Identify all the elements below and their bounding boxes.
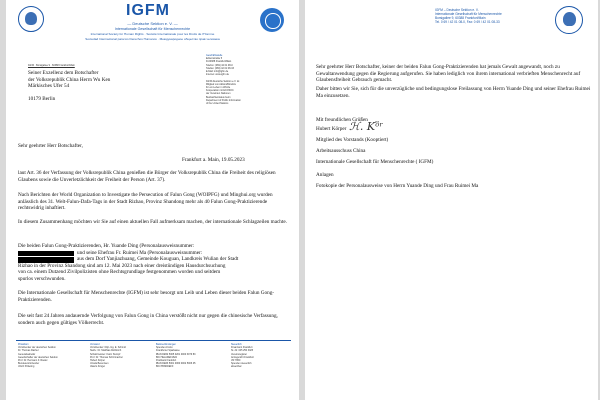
org-name-en: International Society for Human Rights · Société Internationale pour les Droits de l'Homme xyxy=(90,32,215,36)
footer-line: Vereinsregister xyxy=(231,352,247,356)
body-paragraph: Die Internationale Gesellschaft für Menschenrechte (IGFM) ist sehr besorgt um Leib und Leben dieser beiden Falun Gong-Praktizierenden. xyxy=(18,290,275,303)
footer-divider xyxy=(16,340,291,341)
body-paragraph: Sehr geehrter Herr Botschafter, keiner der beiden Falun Gong-Praktizierenden hat jemals Gewalt angewandt, noch zu Gewaltanwendung gegen die Regierung aufgerufen. Sie haben lediglich von ihrem international verbrieften Menschenrecht auf Glaubensfreiheit Gebrauch gemacht. xyxy=(316,64,581,84)
contact-line: Kooperation mit ECOSOC xyxy=(206,89,234,93)
body-paragraph: Daher bitten wir Sie, sich für die unverzügliche und bedingungslose Freilassung von Herrn Yuande Ding und seiner Ehefrau Ruimei Ma einzusetzen. xyxy=(316,86,591,99)
contact-line: D-60388 Frankfurt/Main xyxy=(206,60,232,64)
contact-line: Telefon: (069) 42 01 08-0 xyxy=(206,63,233,67)
recipient-line: 10179 Berlin xyxy=(28,96,56,103)
footer-line: Ursula Berentsen xyxy=(90,362,109,366)
contact-line: of the United Nations xyxy=(206,102,229,106)
footer-column xyxy=(231,343,254,369)
igfm-logo-icon xyxy=(555,6,583,34)
case-line: aus dem Dorf Yanjiazhuang, Gemeinde Kouguan, Landkreis Wulian der Stadt xyxy=(77,256,239,263)
case-line: Rizhao in der Provinz Shandong sind am 12. Mai 2023 nach einer dreistündigen Hausdurchsuchung xyxy=(18,262,226,269)
footer-line: Schatzmeister: Karin Stumpf xyxy=(90,352,121,356)
contact-line: Edisonstraße 5 xyxy=(206,57,223,61)
case-line: von ca. einem Dutzend Zivilpolizisten ohne Rechtsgrundlage festgenommen worden und seitdem xyxy=(18,269,221,276)
footer-line: Vorsitzender der deutschen Sektion xyxy=(18,346,56,350)
redaction-bar xyxy=(18,257,74,263)
footer-line: Postbank Frankfurt xyxy=(156,359,177,363)
footer-line: Generalsekretär xyxy=(18,352,36,356)
footer-column xyxy=(90,343,126,369)
signer-name: Hubert Körper xyxy=(316,126,347,132)
footer-line: Vorsitzender: Dipl.-Ing. E. Schmid xyxy=(90,346,126,350)
igfm-title: IGFM xyxy=(126,2,170,19)
footer-line: Steuerlich xyxy=(231,343,242,346)
salutation: Sehr geehrter Herr Botschafter, xyxy=(18,143,83,149)
footer-line: Gesellschafter der deutschen Sektion xyxy=(18,355,58,359)
footer-line: Vorstand xyxy=(90,343,100,346)
footer-line: BIC PBNKDEFF xyxy=(156,365,174,369)
footer-line: Valerio Krüger xyxy=(90,365,106,369)
letterhead-line: IGFM – Deutsche Sektion e. V. xyxy=(435,8,479,12)
contact-line: Geschäftsstelle xyxy=(206,54,223,57)
footer-line: IBAN DE63 5001 0060 0002 5006 05 xyxy=(156,362,196,366)
org-name-es: Sociedad Internacional para los Derechos Humanos · Международное общество прав человека xyxy=(85,37,220,41)
attachment-label: Anlagen xyxy=(316,172,334,178)
signer-title: Mitglied des Vorstands (Kooptiert) xyxy=(316,137,389,143)
letterhead-line: Borsigallee 9, 60388 Frankfurt/Main xyxy=(435,16,486,20)
contact-line: für ein Leben in Würde xyxy=(206,86,231,90)
footer-line: Finanzamt Frankfurt xyxy=(231,346,253,350)
sender-line: IGFM · Borsigallee 9 · 60388 Frankfurt/Main xyxy=(28,64,75,67)
recipient-line: Seiner Exzellenz dem Botschafter xyxy=(28,70,99,76)
letter-date: Frankfurt a. Main, 19.05.2023 xyxy=(182,157,245,163)
org-name-de: Internationale Gesellschaft für Menschenrechte xyxy=(114,27,191,31)
footer-line: Amtsgericht Frankfurt xyxy=(231,355,254,359)
footer-line: Hubert Körper xyxy=(90,359,106,363)
footer-line: Präsidium xyxy=(18,343,29,346)
contact-line: der Vereinten Nationen xyxy=(206,92,231,96)
closing: Mit freundlichen Grüßen xyxy=(316,117,368,123)
contact-line: Beobachterstatus beim xyxy=(206,95,231,99)
footer-line: IBAN DE52 5005 0201 0000 3079 83 xyxy=(156,352,196,356)
body-paragraph: In diesem Zusammenhang möchten wir Sie auf einen aktuellen Fall aufmerksam machen, der internationale Schlagzeilen machte. xyxy=(18,219,287,225)
case-line: spurlos verschwunden. xyxy=(18,276,66,282)
body-paragraph: Die seit fast 24 Jahren andauernde Verfolgung von Falun Gong in China verstößt nicht nur gegen die chinesische Verfassung, sondern auch gegen gültiges Völkerrecht. xyxy=(18,313,278,326)
letter-page-1 xyxy=(6,0,299,400)
footer-line: Prof. Dr. Thomas Schirrmacher xyxy=(90,355,123,359)
footer-line: BIC HELADEF1822 xyxy=(156,355,177,359)
body-paragraph: Nach Berichten der World Organization to Investigate the Persecution of Falun Gong (WOIPFG) und Minghui.org wurden anlässlich des 31. Welt-Falun-Dafa-Tags in der Stadt Rizhao, Provinz Shandong mehr als 40 Falun Gong-Praktizierende rechtswidrig inhaftiert. xyxy=(18,192,273,212)
footer-column xyxy=(18,343,58,369)
footer-line: Bundesvorsitzender xyxy=(18,362,40,366)
letterhead-line: Tel. 0 69 / 42 01 08-0, Fax: 0 69 / 42 01 08-33 xyxy=(435,20,500,24)
contact-block xyxy=(206,54,296,105)
organization-full: Internationale Gesellschaft für Menschenrechte ( IGFM) xyxy=(316,159,434,165)
footer-line: Spenden steuerlich xyxy=(231,362,252,366)
footer-line: absetzbar xyxy=(231,365,242,369)
footer-line: St.-Nr. 045 250 3025 xyxy=(231,349,254,353)
footer-line: Bankverbindungen xyxy=(156,343,176,346)
attachment-text: Fotokopie der Personalausweise von Herrn Yuande Ding und Frau Ruimei Ma xyxy=(316,183,479,189)
section-label: — Deutsche Sektion e. V. — xyxy=(127,21,178,26)
footer-line: Frankfurter Sparkasse xyxy=(156,349,180,353)
footer-line: VR 7860 xyxy=(231,359,241,363)
contact-line: Department of Public Information xyxy=(206,98,241,102)
case-paragraph xyxy=(18,243,296,289)
signature-mark: ℋ. Kᵒ̈ʳ xyxy=(349,120,384,133)
recipient-line: der Volksrepublik China Herrn Wu Ken xyxy=(28,76,111,83)
footer-line: Dr. Thomas Rachel xyxy=(18,349,39,353)
contact-line: Internet: www.igfm.de xyxy=(206,73,229,77)
contact-line: IGFM-Deutsche Sektion e.V. ist xyxy=(206,79,240,83)
right-letterhead xyxy=(435,8,502,24)
committee: Arbeitsausschuss China xyxy=(316,148,366,154)
footer-column xyxy=(156,343,195,369)
recipient-line: Märkisches Ufer 54 xyxy=(28,83,70,90)
body-paragraph: laut Art. 36 der Verfassung der Volksrepublik China genießen die Bürger der Volksrepublik China die Freiheit des religiösen Glaubens sowie die Unverletzlichkeit der Freiheit der Person (Art. 37). xyxy=(18,170,276,183)
redaction-bar xyxy=(18,251,74,257)
contact-line: Telefax: (069) 42 01 08-33 xyxy=(206,66,234,70)
footer-line: Ulrich Pöttering xyxy=(18,365,35,369)
footer-line: Stellv.: Dr. Matthias Rothkirch xyxy=(90,349,122,353)
contact-line: Mitglied von AktionsBündnis xyxy=(206,82,236,86)
case-line: und seine Ehefrau Fr. Ruimei Ma (Personalausweisnummer: xyxy=(77,249,203,256)
letter-page-2 xyxy=(305,0,598,400)
footer-line: Prof. Dr. Hermann F. Riedel xyxy=(18,359,48,363)
footer-line: Spenden-Konto xyxy=(156,346,173,350)
contact-line: E-Mail: info@igfm.de xyxy=(206,70,229,74)
letterhead-line: Internationale Gesellschaft für Menschenrechte xyxy=(435,12,502,16)
case-line: Die beiden Falun Gong-Praktizierenden, Hr. Yuande Ding (Personalausweisnummer: xyxy=(18,243,195,249)
